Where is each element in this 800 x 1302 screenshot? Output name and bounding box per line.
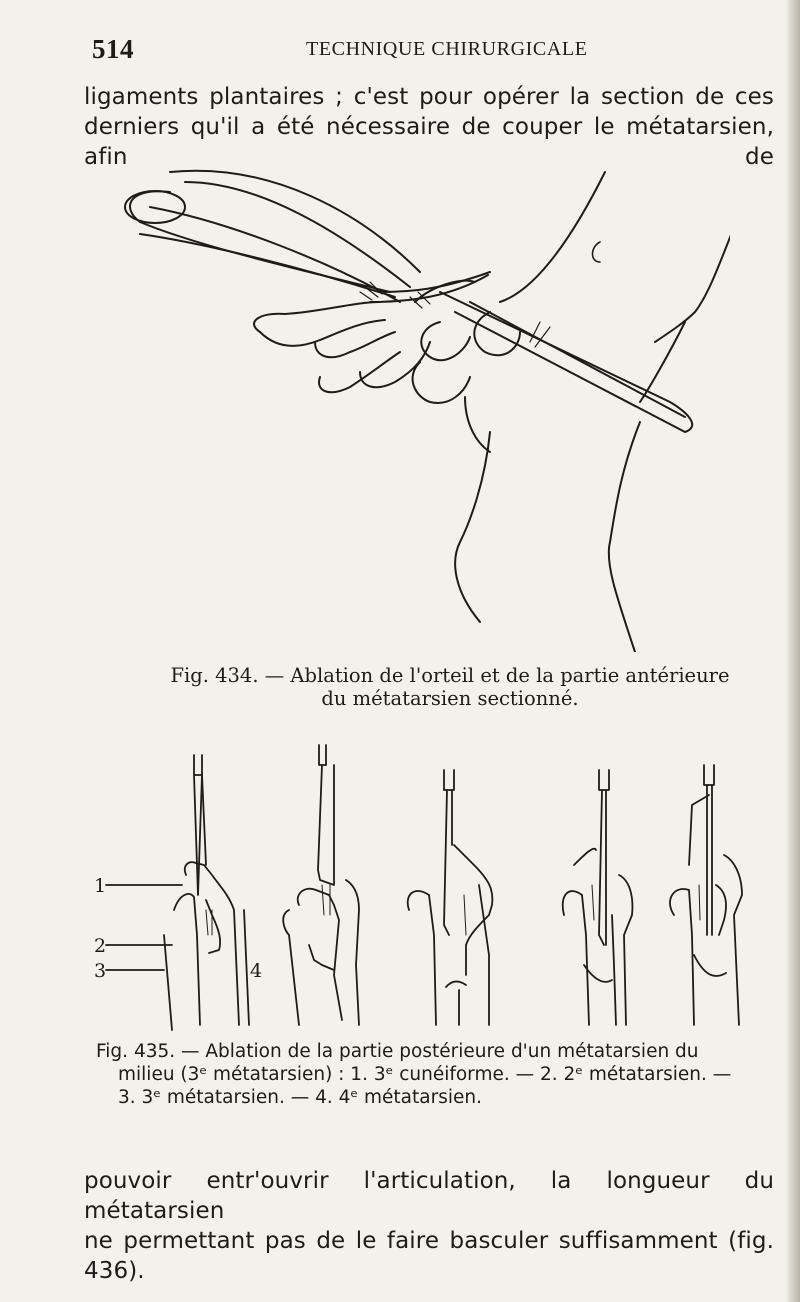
text-line: ne permettant pas de le faire basculer suffisamment (fig. 436). (84, 1228, 774, 1284)
figure-434-illustration (110, 152, 730, 652)
figure-435-caption (96, 1040, 768, 1109)
caption-line: du métatarsien sectionné. (321, 687, 579, 710)
page-header (92, 28, 782, 68)
bone-diagram-2 (283, 745, 359, 1025)
caption-line: milieu (3ᵉ métatarsien) : 1. 3ᵉ cunéiforme. — 2. 2ᵉ métatarsien. — (118, 1064, 732, 1085)
label-2: 2 (94, 935, 107, 957)
label-3: 3 (94, 960, 107, 982)
label-1: 1 (94, 875, 107, 897)
figure-434-caption (160, 664, 740, 710)
text-line: derniers qu'il a été nécessaire de couper le métatarsien, afin de (84, 114, 774, 170)
label-4: 4 (250, 960, 263, 982)
bone-diagram-3 (408, 770, 493, 1025)
leg-outline (455, 432, 490, 622)
caption-line: Fig. 434. — Ablation de l'orteil et de la partie antérieure (170, 664, 730, 687)
paragraph-bottom (84, 1166, 774, 1286)
figure-435-diagrams (94, 735, 764, 1035)
bone-diagram-4 (563, 770, 633, 1025)
caption-line: 3. 3ᵉ métatarsien. — 4. 4ᵉ métatarsien. (118, 1087, 482, 1108)
scalpel (440, 292, 692, 432)
hand-outline (421, 322, 470, 360)
page-number: 514 (92, 34, 134, 64)
bone-diagram-5 (670, 765, 742, 1025)
running-title: TECHNIQUE CHIRURGICALE (306, 38, 588, 60)
text-line: ligaments plantaires ; c'est pour opérer la section de ces (84, 84, 774, 110)
toe-outline (254, 302, 380, 332)
caption-line: Fig. 435. — Ablation de la partie postérieure d'un métatarsien du (96, 1041, 699, 1062)
bone-diagram-1 (164, 755, 249, 1030)
text-line: pouvoir entr'ouvrir l'articulation, la longueur du métatarsien (84, 1168, 774, 1224)
page-edge-shadow (786, 0, 800, 1302)
